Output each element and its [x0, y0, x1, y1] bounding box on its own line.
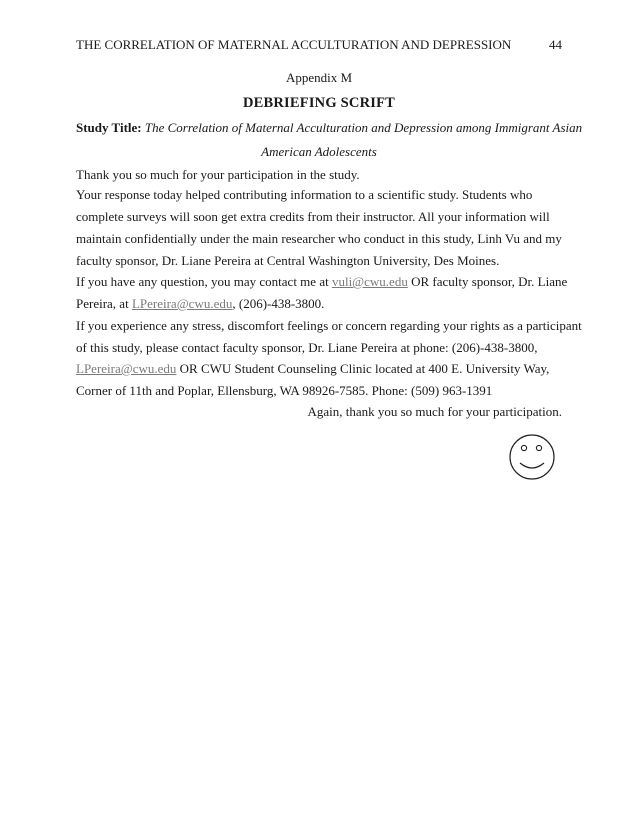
study-title-continuation: American Adolescents — [261, 144, 377, 159]
study-title-line — [76, 120, 582, 136]
smiley-face-icon — [508, 433, 556, 481]
contact-line — [76, 274, 567, 290]
study-title-text: The Correlation of Maternal Acculturation and Depression among Immigrant Asian — [144, 120, 583, 135]
closing-line: Again, thank you so much for your participation. — [307, 404, 562, 419]
contact-text: If you have any question, you may contact me at — [76, 274, 332, 289]
appendix-label: Appendix M — [285, 70, 353, 85]
contact-text: OR faculty sponsor, Dr. Liane — [407, 274, 568, 289]
contact-text: Pereira, at — [76, 296, 132, 311]
body-line: Your response today helped contributing information to a scientific study. Students who — [76, 187, 533, 202]
running-title: THE CORRELATION OF MATERNAL ACCULTURATION AND DEPRESSION — [76, 37, 512, 52]
body-line: Corner of 11th and Poplar, Ellensburg, WA 98926-7585. Phone: (509) 963-1391 — [76, 383, 493, 398]
body-line: complete surveys will soon get extra credits from their instructor. All your information will — [76, 209, 550, 224]
body-line: of this study, please contact faculty sponsor, Dr. Liane Pereira at phone: (206)-438-3800, — [76, 340, 538, 355]
email-link-researcher[interactable]: vuli@cwu.edu — [331, 274, 408, 289]
contact-text: OR CWU Student Counseling Clinic located at 400 E. University Way, — [176, 361, 550, 376]
contact-line — [76, 361, 549, 377]
body-line: maintain confidentially under the main researcher who conduct in this study, Linh Vu and my — [76, 231, 562, 246]
email-link-sponsor[interactable]: LPereira@cwu.edu — [76, 361, 177, 376]
body-line: If you experience any stress, discomfort feelings or concern regarding your rights as a participant — [76, 318, 582, 333]
page-number: 44 — [549, 37, 562, 52]
contact-line — [76, 296, 324, 312]
email-link-sponsor[interactable]: LPereira@cwu.edu — [131, 296, 233, 311]
study-title-label: Study Title: — [76, 120, 142, 135]
contact-text: , (206)-438-3800. — [232, 296, 325, 311]
page-title: DEBRIEFING SCRIFT — [242, 95, 396, 111]
body-line: Thank you so much for your participation in the study. — [76, 167, 360, 182]
body-line: faculty sponsor, Dr. Liane Pereira at Central Washington University, Des Moines. — [76, 253, 500, 268]
running-header — [76, 37, 562, 53]
